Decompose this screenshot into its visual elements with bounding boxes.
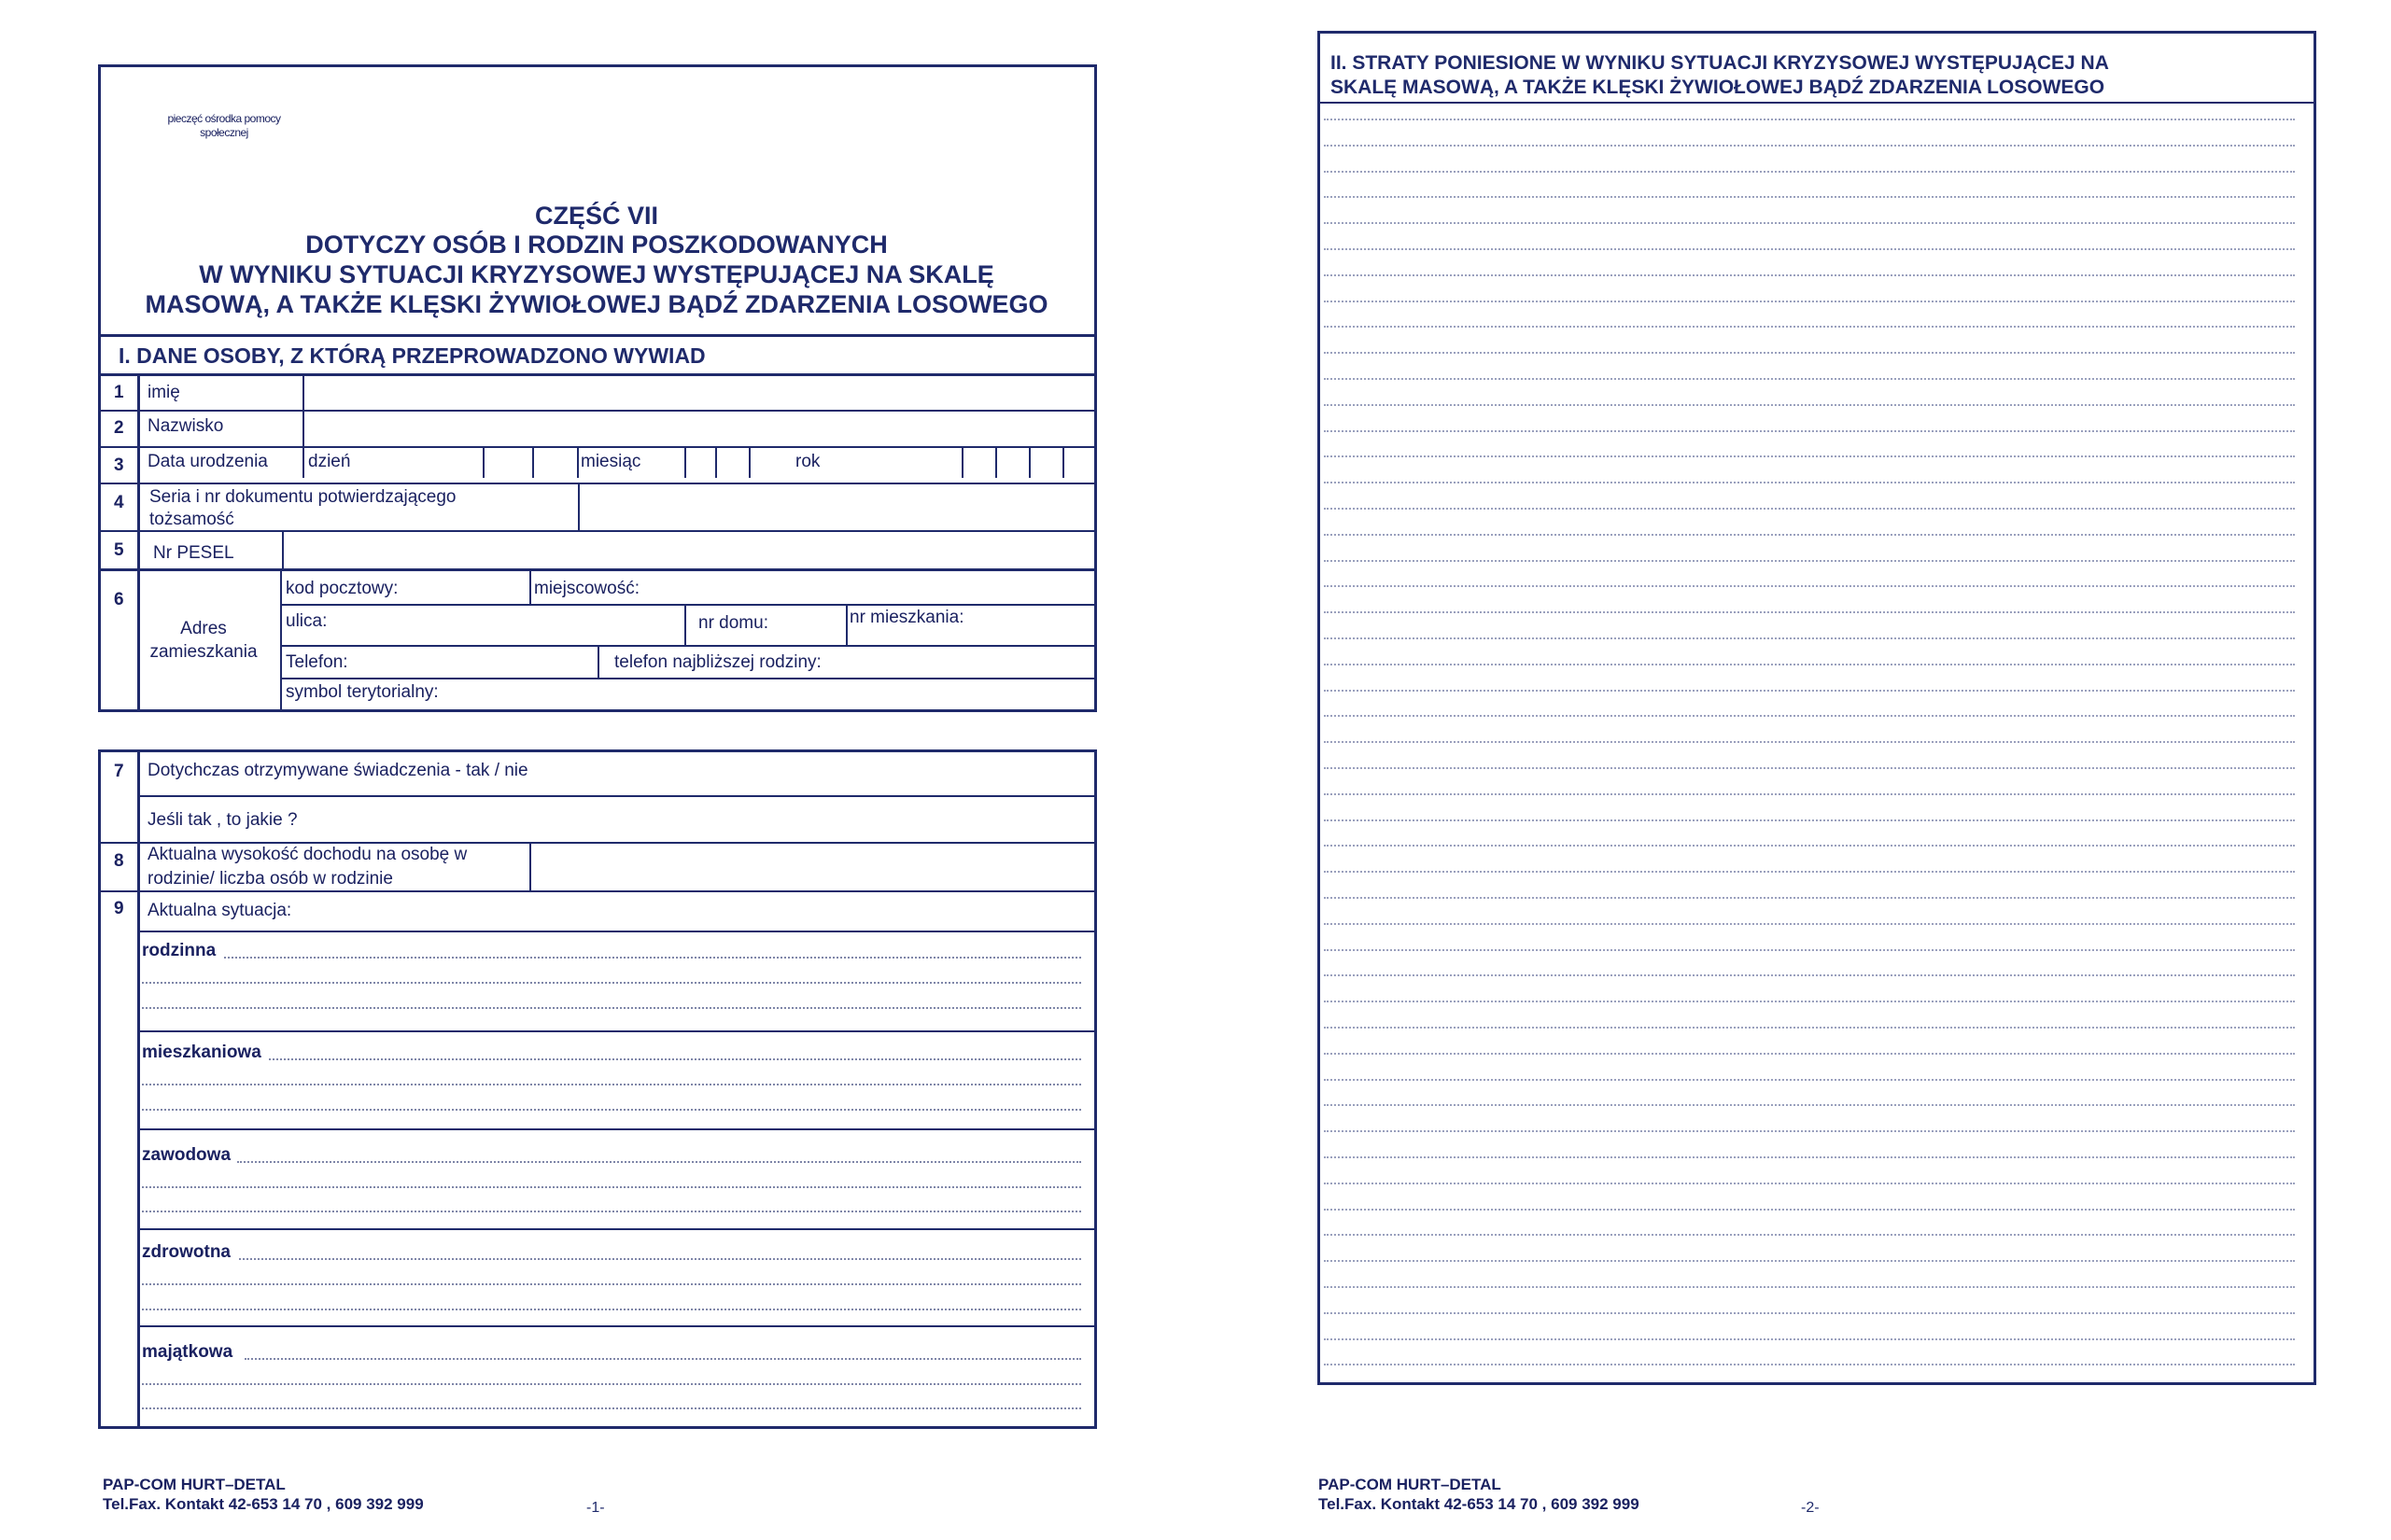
current-situation-label: Aktualna sytuacja: bbox=[148, 901, 292, 920]
flat-number-field[interactable] bbox=[848, 606, 1094, 644]
dotted-line bbox=[1324, 897, 2295, 899]
losses-text-area[interactable] bbox=[1320, 105, 2314, 1382]
id-document-field[interactable] bbox=[580, 484, 1094, 529]
dotted-line bbox=[1324, 301, 2295, 302]
row-number: 2 bbox=[114, 418, 124, 438]
title-line-2: DOTYCZY OSÓB I RODZIN POSZKODOWANYCH bbox=[305, 231, 888, 259]
income-field[interactable] bbox=[531, 844, 1094, 889]
row-number: 9 bbox=[114, 899, 124, 918]
month-label: miesiąc bbox=[581, 452, 641, 471]
year-field[interactable] bbox=[963, 448, 1094, 477]
dotted-line bbox=[1324, 871, 2295, 873]
row-number: 7 bbox=[114, 762, 124, 781]
street-field[interactable] bbox=[282, 606, 683, 644]
dotted-line bbox=[1324, 819, 2295, 821]
phone-field[interactable] bbox=[282, 647, 597, 677]
dotted-line bbox=[1324, 352, 2295, 354]
family-phone-field[interactable] bbox=[599, 647, 1094, 677]
footer-company: PAP-COM HURT–DETAL bbox=[103, 1476, 286, 1493]
dotted-line bbox=[1324, 119, 2295, 120]
benefits-followup-label: Jeśli tak , to jakie ? bbox=[148, 810, 298, 830]
house-number-label: nr domu: bbox=[698, 613, 768, 633]
house-number-field[interactable] bbox=[686, 606, 845, 644]
dotted-line bbox=[1324, 949, 2295, 951]
row-number: 3 bbox=[114, 455, 124, 475]
dotted-line bbox=[1324, 1001, 2295, 1002]
dotted-line bbox=[1324, 508, 2295, 510]
phone-label: Telefon: bbox=[286, 652, 348, 672]
situation-property-label: majątkowa bbox=[142, 1342, 233, 1362]
footer-contact: Tel.Fax. Kontakt 42-653 14 70 , 609 392 999 bbox=[1318, 1495, 1639, 1513]
postal-code-label: kod pocztowy: bbox=[286, 579, 399, 598]
income-label: Aktualna wysokość dochodu na osobę w bbox=[148, 845, 468, 864]
id-document-label: Seria i nr dokumentu potwierdzającego bbox=[149, 487, 457, 507]
divider bbox=[98, 890, 1097, 892]
dotted-line bbox=[1324, 1209, 2295, 1211]
dotted-line bbox=[1324, 585, 2295, 587]
postal-code-field[interactable] bbox=[282, 571, 528, 603]
situation-housing-label: mieszkaniowa bbox=[142, 1043, 261, 1062]
dotted-line bbox=[1324, 611, 2295, 613]
income-label-cont: rodzinie/ liczba osób w rodzinie bbox=[148, 869, 393, 889]
dotted-line bbox=[1324, 741, 2295, 743]
city-field[interactable] bbox=[531, 571, 1094, 603]
dotted-line bbox=[1324, 404, 2295, 406]
divider bbox=[98, 334, 1097, 337]
dotted-line bbox=[1324, 1234, 2295, 1236]
dotted-line bbox=[1324, 1027, 2295, 1029]
dotted-line bbox=[1324, 1079, 2295, 1081]
dotted-line bbox=[1324, 482, 2295, 483]
dotted-line bbox=[1324, 637, 2295, 639]
footer-contact: Tel.Fax. Kontakt 42-653 14 70 , 609 392 999 bbox=[103, 1495, 424, 1513]
year-label: rok bbox=[795, 452, 821, 471]
dotted-line bbox=[1324, 1183, 2295, 1184]
dotted-line bbox=[1324, 923, 2295, 925]
title-line-3: W WYNIKU SYTUACJI KRYZYSOWEJ WYSTĘPUJĄCEJ NA SKALĘ bbox=[199, 260, 994, 288]
dotted-line bbox=[1324, 715, 2295, 717]
situation-family-label: rodzinna bbox=[142, 941, 217, 960]
territorial-symbol-label: symbol terytorialny: bbox=[286, 682, 439, 702]
day-label: dzień bbox=[308, 452, 351, 471]
dotted-line bbox=[1324, 1364, 2295, 1365]
divider bbox=[577, 446, 579, 478]
last-name-field[interactable] bbox=[304, 412, 1094, 445]
benefits-label: Dotychczas otrzymywane świadczenia - tak / nie bbox=[148, 761, 528, 780]
dotted-line bbox=[1324, 793, 2295, 795]
title-line-1: CZĘŚĆ VII bbox=[534, 202, 659, 230]
dotted-line bbox=[1324, 690, 2295, 692]
page-number: -2- bbox=[1801, 1500, 1820, 1516]
dotted-line bbox=[1324, 196, 2295, 198]
address-label: Adres bbox=[180, 619, 227, 638]
stamp-caption: pieczęć ośrodka pomocy społecznej bbox=[167, 112, 281, 139]
day-field[interactable] bbox=[485, 448, 576, 477]
dotted-line bbox=[1324, 664, 2295, 665]
section-2-title-line-2: SKALĘ MASOWĄ, A TAKŻE KLĘSKI ŻYWIOŁOWEJ BĄDŹ ZDARZENIA LOSOWEGO bbox=[1330, 77, 2105, 98]
dotted-line bbox=[1324, 767, 2295, 769]
dotted-line bbox=[1324, 1156, 2295, 1158]
dotted-line bbox=[1324, 326, 2295, 328]
first-name-field[interactable] bbox=[304, 374, 1094, 409]
dotted-line bbox=[1324, 274, 2295, 276]
situation-health-label: zdrowotna bbox=[142, 1242, 231, 1262]
pesel-label: Nr PESEL bbox=[153, 543, 234, 563]
page-number: -1- bbox=[586, 1500, 605, 1516]
title-line-4: MASOWĄ, A TAKŻE KLĘSKI ŻYWIOŁOWEJ BĄDŹ ZDARZENIA LOSOWEGO bbox=[145, 290, 1048, 318]
dotted-line bbox=[1324, 1104, 2295, 1106]
birth-date-label: Data urodzenia bbox=[148, 452, 268, 471]
row-number: 4 bbox=[114, 493, 124, 512]
section-2-title-line-1: II. STRATY PONIESIONE W WYNIKU SYTUACJI KRYZYSOWEJ WYSTĘPUJĄCEJ NA bbox=[1330, 52, 2109, 74]
row-number: 5 bbox=[114, 540, 124, 560]
last-name-label: Nazwisko bbox=[148, 416, 224, 436]
address-label-cont: zamieszkania bbox=[149, 642, 258, 662]
dotted-line bbox=[1324, 534, 2295, 536]
territorial-symbol-field[interactable] bbox=[282, 679, 1094, 708]
situation-work-field[interactable] bbox=[140, 1130, 1094, 1226]
dotted-line bbox=[1324, 222, 2295, 224]
dotted-line bbox=[1324, 145, 2295, 147]
pesel-field[interactable] bbox=[284, 532, 1094, 568]
benefits-field[interactable] bbox=[616, 752, 1094, 793]
situation-work-label: zawodowa bbox=[142, 1145, 232, 1165]
dotted-line bbox=[1324, 1260, 2295, 1262]
divider bbox=[98, 446, 1097, 448]
benefits-followup-field[interactable] bbox=[317, 797, 1094, 841]
row-number: 8 bbox=[114, 851, 124, 871]
dotted-line bbox=[1324, 974, 2295, 976]
dotted-line bbox=[1324, 378, 2295, 380]
dotted-line bbox=[1324, 248, 2295, 250]
row-number: 6 bbox=[114, 590, 124, 609]
dotted-line bbox=[1324, 560, 2295, 562]
situation-health-field[interactable] bbox=[140, 1230, 1094, 1323]
divider bbox=[749, 446, 751, 478]
dotted-line bbox=[1324, 1312, 2295, 1314]
footer-company: PAP-COM HURT–DETAL bbox=[1318, 1476, 1501, 1493]
dotted-line bbox=[1324, 1053, 2295, 1055]
dotted-line bbox=[1324, 430, 2295, 432]
id-document-label-cont: tożsamość bbox=[149, 510, 234, 529]
family-phone-label: telefon najbliższej rodziny: bbox=[614, 652, 822, 672]
flat-number-label: nr mieszkania: bbox=[850, 608, 964, 627]
situation-property-field[interactable] bbox=[140, 1327, 1094, 1426]
dotted-line bbox=[1324, 1338, 2295, 1340]
dotted-line bbox=[1324, 1130, 2295, 1132]
situation-housing-field[interactable] bbox=[140, 1032, 1094, 1127]
month-field[interactable] bbox=[686, 448, 748, 477]
dotted-line bbox=[1324, 455, 2295, 457]
row-number: 1 bbox=[114, 383, 124, 402]
dotted-line bbox=[1324, 1286, 2295, 1288]
city-label: miejscowość: bbox=[534, 579, 640, 598]
divider bbox=[1317, 102, 2316, 104]
situation-family-field[interactable] bbox=[140, 932, 1094, 1029]
dotted-line bbox=[1324, 171, 2295, 173]
street-label: ulica: bbox=[286, 611, 328, 631]
dotted-line bbox=[1324, 845, 2295, 847]
section-1-title: I. DANE OSOBY, Z KTÓRĄ PRZEPROWADZONO WYWIAD bbox=[119, 343, 706, 368]
first-name-label: imię bbox=[148, 383, 180, 402]
